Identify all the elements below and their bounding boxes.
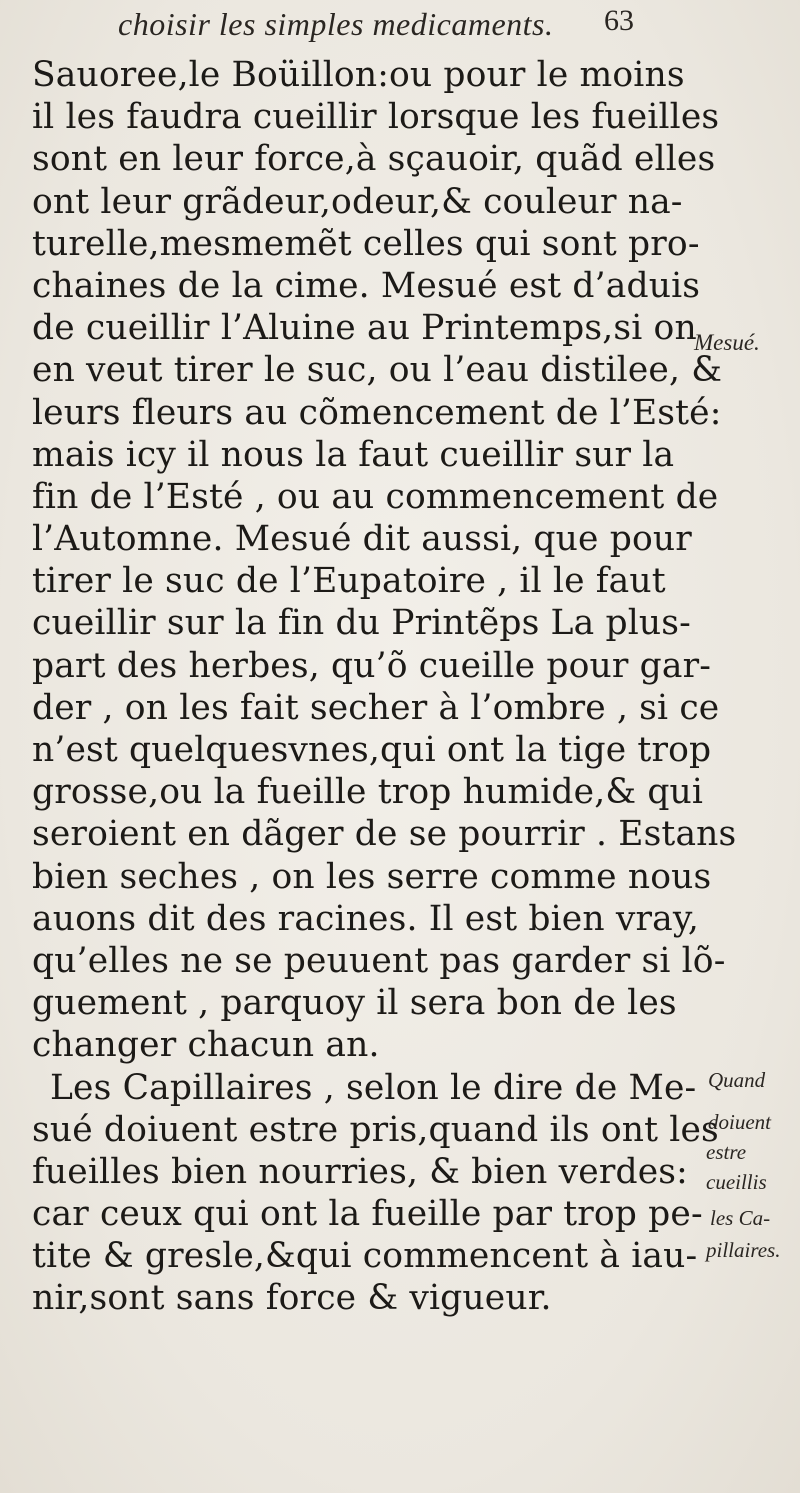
text-line: mais icy il nous la faut cueillir sur la (32, 434, 675, 475)
paragraph-start-line: Les Capillaires , selon le dire de Me- (50, 1067, 697, 1108)
text-line: sué doiuent estre pris,quand ils ont les (32, 1109, 719, 1150)
text-line: leurs fleurs au cõmencement de l’Esté: (32, 392, 722, 433)
text-line: turelle,mesmemẽt celles qui sont pro- (32, 223, 700, 264)
margin-note-line: estre (706, 1140, 747, 1164)
text-line: part des herbes, qu’õ cueille pour gar- (32, 645, 712, 686)
margin-note-line: Quand (708, 1068, 766, 1092)
text-line: chaines de la cime. Mesué est d’aduis (32, 265, 701, 306)
margin-note-line: doiuent (708, 1110, 771, 1134)
text-line: Sauoree,le Boüillon:ou pour le moins (32, 55, 685, 95)
text-line: der , on les fait secher à l’ombre , si ce (32, 687, 720, 728)
text-line: car ceux qui ont la fueille par trop pe- (32, 1194, 703, 1235)
text-line: n’est quelquesvnes,qui ont la tige trop (32, 730, 712, 770)
running-title: choisir les simples medicaments. (118, 6, 554, 42)
text-line: en veut tirer le suc, ou l’eau distilee, & (32, 350, 723, 391)
text-line: grosse,ou la fueille trop humide,& qui (32, 772, 704, 813)
text-line: tirer le suc de l’Eupatoire , il le faut (32, 561, 666, 602)
text-line: de cueillir l’Aluine au Printemps,si on (32, 308, 697, 349)
margin-note-mesue: Mesué. (694, 330, 760, 355)
margin-note-line: pillaires. (706, 1238, 781, 1262)
text-line: sont en leur force,à sçauoir, quãd elles (32, 139, 716, 180)
text-line: guement , parquoy il sera bon de les (32, 983, 677, 1024)
text-line: il les faudra cueillir lorsque les fueilles (32, 97, 720, 138)
text-line: fueilles bien nourries, & bien verdes: (32, 1151, 688, 1192)
text-line: cueillir sur la fin du Printẽps La plus- (32, 603, 691, 644)
page-number: 63 (604, 4, 634, 37)
margin-note-line: cueillis (706, 1170, 767, 1194)
text-line: changer chacun an. (32, 1025, 380, 1066)
text-line: ont leur grãdeur,odeur,& couleur na- (32, 181, 683, 222)
text-line: fin de l’Esté , ou au commencement de (32, 476, 719, 517)
margin-note-line: les Ca- (710, 1206, 771, 1230)
text-line: bien seches , on les serre comme nous (32, 856, 712, 897)
text-line: seroient en dãger de se pourrir . Estans (32, 814, 737, 855)
text-line: l’Automne. Mesué dit aussi, que pour (32, 519, 692, 560)
text-line: auons dit des racines. Il est bien vray, (32, 898, 699, 939)
text-line: nir,sont sans force & vigueur. (32, 1278, 552, 1319)
text-line: tite & gresle,&qui commencent à iau- (32, 1236, 698, 1277)
text-line: qu’elles ne se peuuent pas garder si lõ- (32, 940, 726, 981)
